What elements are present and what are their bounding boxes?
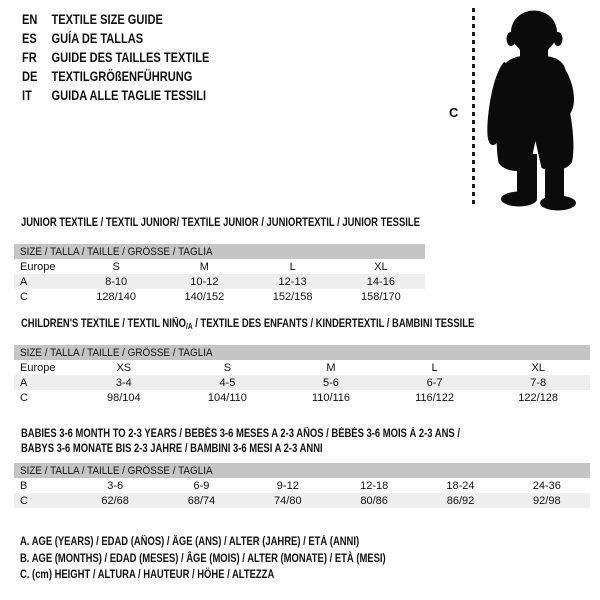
language-code: FR xyxy=(22,50,37,65)
table-row xyxy=(14,259,425,274)
junior-table-title: JUNIOR TEXTILE / TEXTIL JUNIOR/ TEXTILE JUNIOR / JUNIORTEXTIL / JUNIOR TESSILE xyxy=(21,217,420,229)
height-cell: 152/158 xyxy=(272,290,313,303)
size-header-label: SIZE / TALLA / TAILLE / GRÖSSE / TAGLIA xyxy=(20,346,213,359)
age-cell: 9-12 xyxy=(276,479,299,492)
row-label: A xyxy=(20,275,28,288)
table-row xyxy=(14,493,590,508)
height-cell: 80/86 xyxy=(360,494,388,507)
language-title-list xyxy=(22,10,209,105)
language-title: GUIDE DES TAILLES TEXTILE xyxy=(51,50,210,65)
language-code: ES xyxy=(22,31,37,46)
row-label: C xyxy=(20,494,28,507)
height-cell: 104/110 xyxy=(207,391,247,404)
age-cell: 3-4 xyxy=(115,376,132,389)
children-table-title xyxy=(21,317,474,334)
age-cell: 5-6 xyxy=(323,376,339,389)
size-cell: L xyxy=(431,361,438,374)
height-cell: 110/116 xyxy=(311,391,351,404)
size-cell: XL xyxy=(374,260,388,273)
age-cell: 10-12 xyxy=(190,275,219,288)
size-cell: M xyxy=(199,260,209,273)
language-title: GUIDA ALLE TAGLIE TESSILI xyxy=(51,88,207,103)
row-label: Europe xyxy=(20,260,56,273)
language-title: GUÍA DE TALLAS xyxy=(51,31,144,46)
height-cell: 128/140 xyxy=(96,290,136,303)
row-label: Europe xyxy=(20,361,56,374)
language-row-it xyxy=(22,86,209,105)
size-header-label: SIZE / TALLA / TAILLE / GRÖSSE / TAGLIA xyxy=(20,245,213,258)
toddler-silhouette-image xyxy=(478,6,588,212)
height-cell: 86/92 xyxy=(446,494,475,507)
height-cell: 68/74 xyxy=(187,494,216,507)
height-cell: 122/128 xyxy=(518,391,559,404)
language-row-es xyxy=(22,29,209,48)
row-label: B xyxy=(20,479,28,492)
age-cell: 12-18 xyxy=(360,479,389,492)
height-cell: 62/68 xyxy=(101,494,129,507)
language-row-fr xyxy=(22,48,209,67)
age-cell: 8-10 xyxy=(105,275,128,288)
babies-title-line1: BABIES 3-6 MONTH TO 2-3 YEARS / BEBÉS 3-6 MESES A 2-3 AÑOS / BÉBÉS 3-6 MOIS À 2-3 ANS / xyxy=(21,428,460,440)
language-row-de xyxy=(22,67,209,86)
table-row xyxy=(14,289,425,304)
size-cell: S xyxy=(112,260,120,273)
language-code: DE xyxy=(22,69,38,84)
age-cell: 3-6 xyxy=(107,479,124,492)
size-header-band xyxy=(14,244,425,259)
age-cell: 6-7 xyxy=(426,376,443,389)
height-cell: 74/80 xyxy=(274,494,302,507)
height-dashed-line xyxy=(472,8,475,208)
size-cell: XS xyxy=(116,361,132,374)
children-title-pre: CHILDREN'S TEXTILE / TEXTIL NIÑO xyxy=(21,318,187,330)
table-row xyxy=(14,375,590,390)
children-title-post: / TEXTILE DES ENFANTS / KINDERTEXTIL / BAMBINI TESSILE xyxy=(192,318,475,330)
legend-line-c: C. (cm) HEIGHT / ALTURA / HAUTEUR / HÖHE / ALTEZZA xyxy=(20,569,275,581)
junior-size-table xyxy=(14,244,425,304)
size-header-band xyxy=(14,345,590,360)
legend-line-b: B. AGE (MONTHS) / EDAD (MESES) / ÂGE (MOIS) / ALTER (MONATE) / ETÀ (MESI) xyxy=(20,552,386,565)
age-cell: 12-13 xyxy=(278,275,307,288)
age-cell: 24-36 xyxy=(532,479,561,492)
toddler-silhouette-shapes xyxy=(487,11,576,211)
height-cell: 98/104 xyxy=(106,391,141,404)
age-cell: 7-8 xyxy=(530,376,547,389)
size-cell: L xyxy=(289,260,296,273)
height-cell: 92/98 xyxy=(533,494,561,507)
babies-table-title xyxy=(21,427,460,457)
height-measure-label: C xyxy=(449,105,459,120)
height-cell: 140/152 xyxy=(184,290,225,303)
language-row-en xyxy=(22,10,209,29)
table-row xyxy=(14,360,590,375)
age-cell: 14-16 xyxy=(366,275,395,288)
babies-size-table xyxy=(14,463,590,508)
height-cell: 116/122 xyxy=(415,391,455,404)
children-size-table xyxy=(14,345,590,405)
row-label: C xyxy=(20,391,28,404)
language-title: TEXTILE SIZE GUIDE xyxy=(51,12,163,27)
table-row xyxy=(14,390,590,405)
size-header-band xyxy=(14,463,590,478)
legend-line-a: A. AGE (YEARS) / EDAD (AÑOS) / ÂGE (ANS) / ALTER (JAHRE) / ETÀ (ANNI) xyxy=(20,536,360,548)
table-row xyxy=(14,478,590,493)
children-title-sub: /A xyxy=(186,322,193,331)
row-label: C xyxy=(20,290,28,303)
height-cell: 158/170 xyxy=(360,290,401,303)
table-row xyxy=(14,274,425,289)
size-cell: S xyxy=(223,361,232,374)
measurement-legend xyxy=(20,534,386,584)
size-cell: XL xyxy=(531,361,545,374)
age-cell: 6-9 xyxy=(193,479,210,492)
age-cell: 4-5 xyxy=(219,376,236,389)
row-label: A xyxy=(20,376,28,389)
age-cell: 18-24 xyxy=(446,479,475,492)
language-code: IT xyxy=(22,88,32,103)
size-cell: M xyxy=(326,361,336,374)
language-title: TEXTILGRÖßENFÜHRUNG xyxy=(51,69,193,84)
size-header-label: SIZE / TALLA / TAILLE / GRÖSSE / TAGLIA xyxy=(20,464,213,477)
babies-title-line2: BABYS 3-6 MONATE BIS 2-3 JAHRE / BAMBINI 3-6 MESI A 2-3 ANNI xyxy=(21,443,323,455)
language-code: EN xyxy=(22,12,38,27)
